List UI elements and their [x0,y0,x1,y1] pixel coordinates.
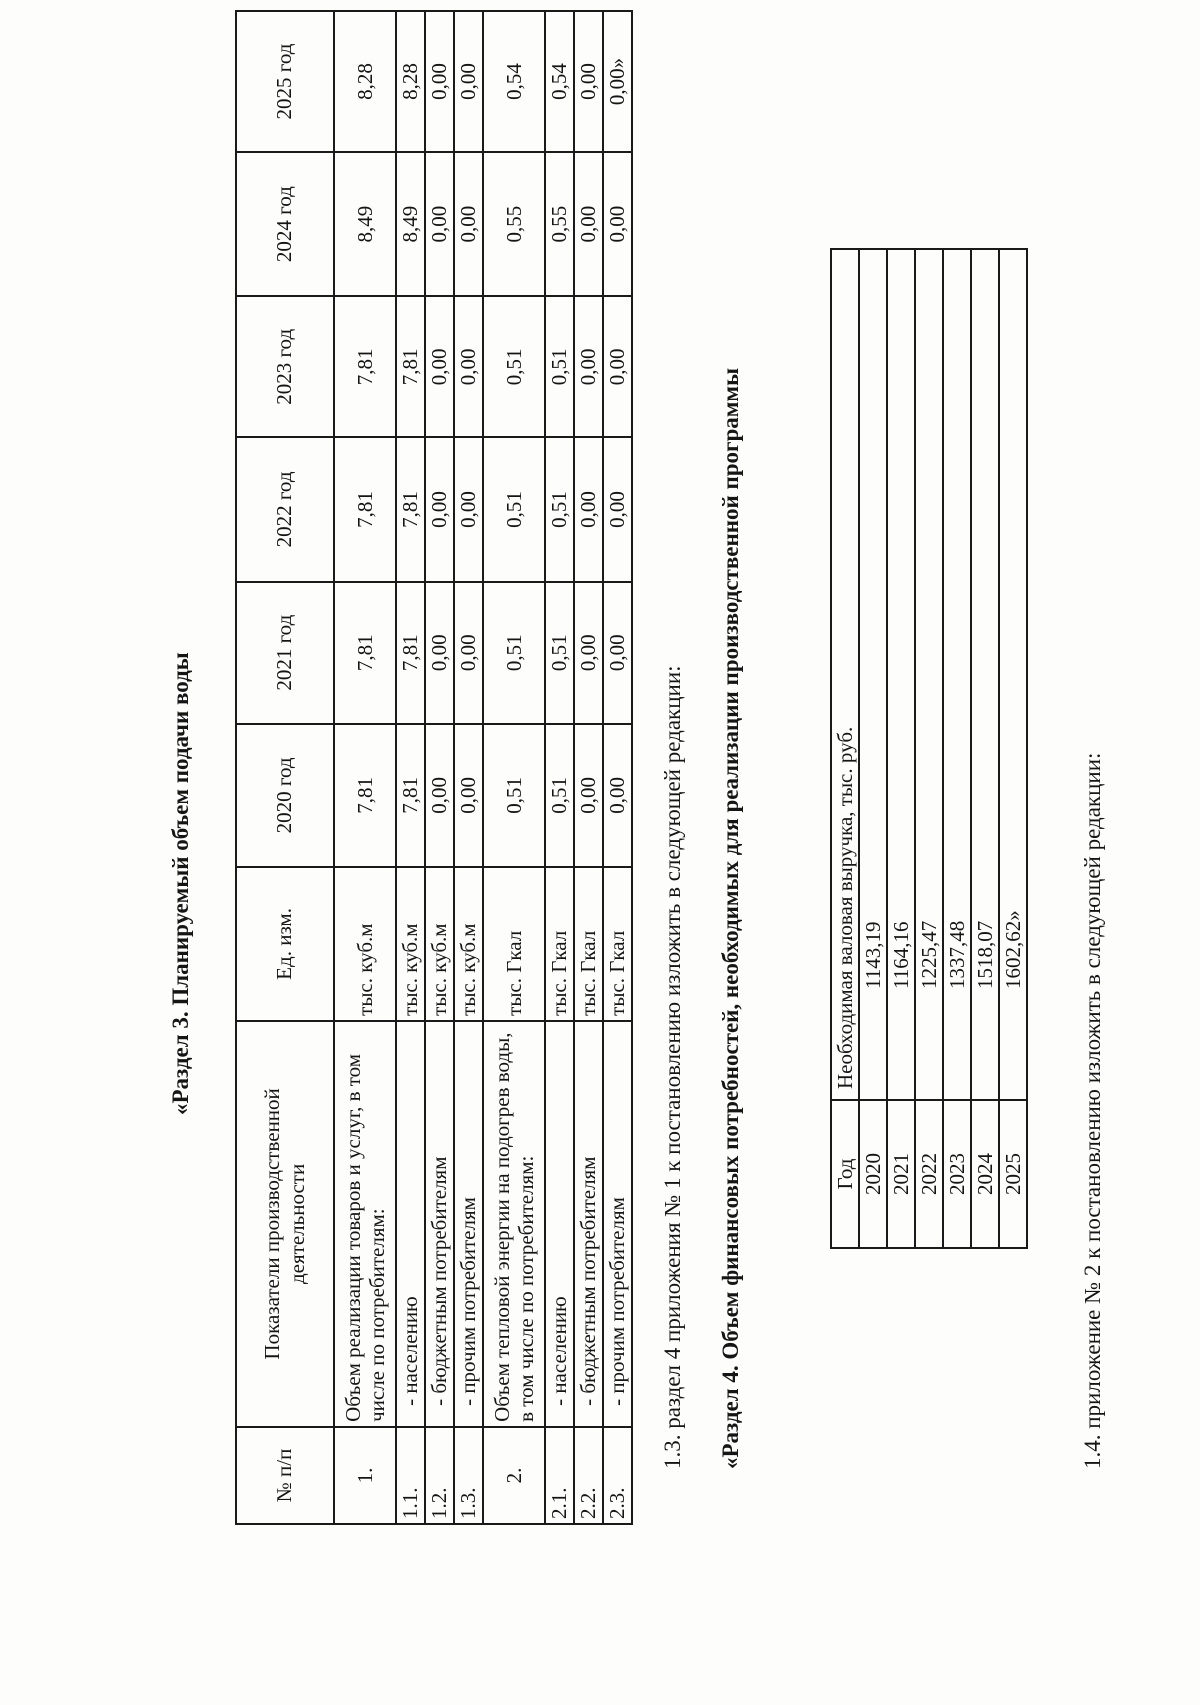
row-unit: тыс. Гкал [574,867,603,1021]
value-cell: 0,51 [545,437,574,581]
header-cell: 2025 год [236,11,334,152]
value-cell: 0,00 [574,11,603,152]
value-cell: 1164,16 [887,249,915,1100]
row-unit: тыс. куб.м [396,867,425,1021]
value-cell: 0,00 [603,296,632,437]
value-cell: 0,55 [483,152,545,296]
section4-title: «Раздел 4. Объем финансовых потребностей, необходимых для реализации производственной программы [718,367,743,1469]
header-cell: 2021 год [236,582,334,724]
value-cell: 7,81 [396,437,425,581]
value-cell: 8,28 [396,11,425,152]
table-row [574,11,603,1524]
value-cell: 7,81 [334,437,396,581]
row-number: 2. [483,1427,545,1524]
water-supply-table [235,10,633,1525]
row-number: 1. [334,1427,396,1524]
value-cell: 0,00 [454,724,483,867]
year-cell: 2025 [999,1100,1027,1248]
row-number: 2.3. [603,1427,632,1524]
row-name: - бюджетным потребителям [574,1021,603,1427]
value-cell: 7,81 [396,724,425,867]
year-cell: 2020 [859,1100,887,1248]
value-cell: 0,00 [574,582,603,724]
table-row [971,249,999,1248]
year-cell: 2024 [971,1100,999,1248]
row-name: Объем реализации товаров и услуг, в том числе по потребителям: [334,1021,396,1427]
header-cell: Год [831,1100,859,1248]
row-unit: тыс. куб.м [454,867,483,1021]
header-cell: Показатели производственной деятельности [236,1021,334,1427]
header-cell: № п/п [236,1427,334,1524]
header-cell: Ед. изм. [236,867,334,1021]
value-cell: 0,55 [545,152,574,296]
table-row [603,11,632,1524]
value-cell: 0,00 [574,437,603,581]
value-cell: 0,51 [483,582,545,724]
value-cell: 0,00 [425,152,454,296]
value-cell: 0,00 [425,582,454,724]
value-cell: 1143,19 [859,249,887,1100]
value-cell: 0,00 [574,152,603,296]
value-cell: 1225,47 [915,249,943,1100]
row-number: 2.2. [574,1427,603,1524]
value-cell: 0,51 [545,724,574,867]
value-cell: 0,00 [574,724,603,867]
row-name: - прочим потребителям [454,1021,483,1427]
value-cell: 1602,62» [999,249,1027,1100]
table-row [483,11,545,1524]
row-unit: тыс. Гкал [545,867,574,1021]
row-name: - бюджетным потребителям [425,1021,454,1427]
value-cell: 8,28 [334,11,396,152]
row-number: 1.3. [454,1427,483,1524]
value-cell: 8,49 [396,152,425,296]
value-cell: 0,00 [454,11,483,152]
value-cell: 0,51 [483,296,545,437]
paragraph-1-4: 1.4. приложение № 2 к постановлению изложить в следующей редакции: [1080,752,1105,1469]
value-cell: 7,81 [334,582,396,724]
table-row [425,11,454,1524]
value-cell: 8,49 [334,152,396,296]
table-row [915,249,943,1248]
section3-title: «Раздел 3. Планируемый объем подачи воды [168,652,193,1115]
year-cell: 2023 [943,1100,971,1248]
value-cell: 0,00 [574,296,603,437]
value-cell: 0,51 [483,724,545,867]
row-unit: тыс. Гкал [603,867,632,1021]
row-name: Объем тепловой энергии на подогрев воды, в том числе по потребителям: [483,1021,545,1427]
revenue-table [830,248,1028,1249]
row-number: 1.2. [425,1427,454,1524]
row-unit: тыс. куб.м [425,867,454,1021]
header-cell: Необходимая валовая выручка, тыс. руб. [831,249,859,1100]
value-cell: 0,54 [483,11,545,152]
value-cell: 7,81 [396,582,425,724]
table-row [454,11,483,1524]
table-row [859,249,887,1248]
value-cell: 0,00» [603,11,632,152]
value-cell: 0,00 [454,152,483,296]
value-cell: 7,81 [396,296,425,437]
table-header-row [831,249,859,1248]
table-row [545,11,574,1524]
table-row [887,249,915,1248]
value-cell: 0,00 [603,152,632,296]
value-cell: 7,81 [334,296,396,437]
value-cell: 0,00 [603,582,632,724]
value-cell: 0,00 [425,724,454,867]
value-cell: 0,00 [603,437,632,581]
value-cell: 7,81 [334,724,396,867]
value-cell: 0,00 [454,582,483,724]
value-cell: 1337,48 [943,249,971,1100]
row-number: 2.1. [545,1427,574,1524]
table-row [943,249,971,1248]
value-cell: 0,00 [603,724,632,867]
table-row [999,249,1027,1248]
row-number: 1.1. [396,1427,425,1524]
paragraph-1-3: 1.3. раздел 4 приложения № 1 к постановлению изложить в следующей редакции: [660,665,685,1469]
value-cell: 0,00 [425,437,454,581]
row-unit: тыс. Гкал [483,867,545,1021]
value-cell: 0,51 [545,582,574,724]
year-cell: 2021 [887,1100,915,1248]
row-name: - прочим потребителям [603,1021,632,1427]
header-cell: 2022 год [236,437,334,581]
table-row [396,11,425,1524]
row-name: - населению [396,1021,425,1427]
header-cell: 2024 год [236,152,334,296]
table-header-row [236,11,334,1524]
header-cell: 2020 год [236,724,334,867]
value-cell: 0,00 [454,437,483,581]
row-name: - населению [545,1021,574,1427]
row-unit: тыс. куб.м [334,867,396,1021]
value-cell: 0,00 [425,11,454,152]
value-cell: 0,54 [545,11,574,152]
value-cell: 1518,07 [971,249,999,1100]
header-cell: 2023 год [236,296,334,437]
value-cell: 0,51 [483,437,545,581]
value-cell: 0,00 [454,296,483,437]
value-cell: 0,00 [425,296,454,437]
table-row [334,11,396,1524]
year-cell: 2022 [915,1100,943,1248]
value-cell: 0,51 [545,296,574,437]
